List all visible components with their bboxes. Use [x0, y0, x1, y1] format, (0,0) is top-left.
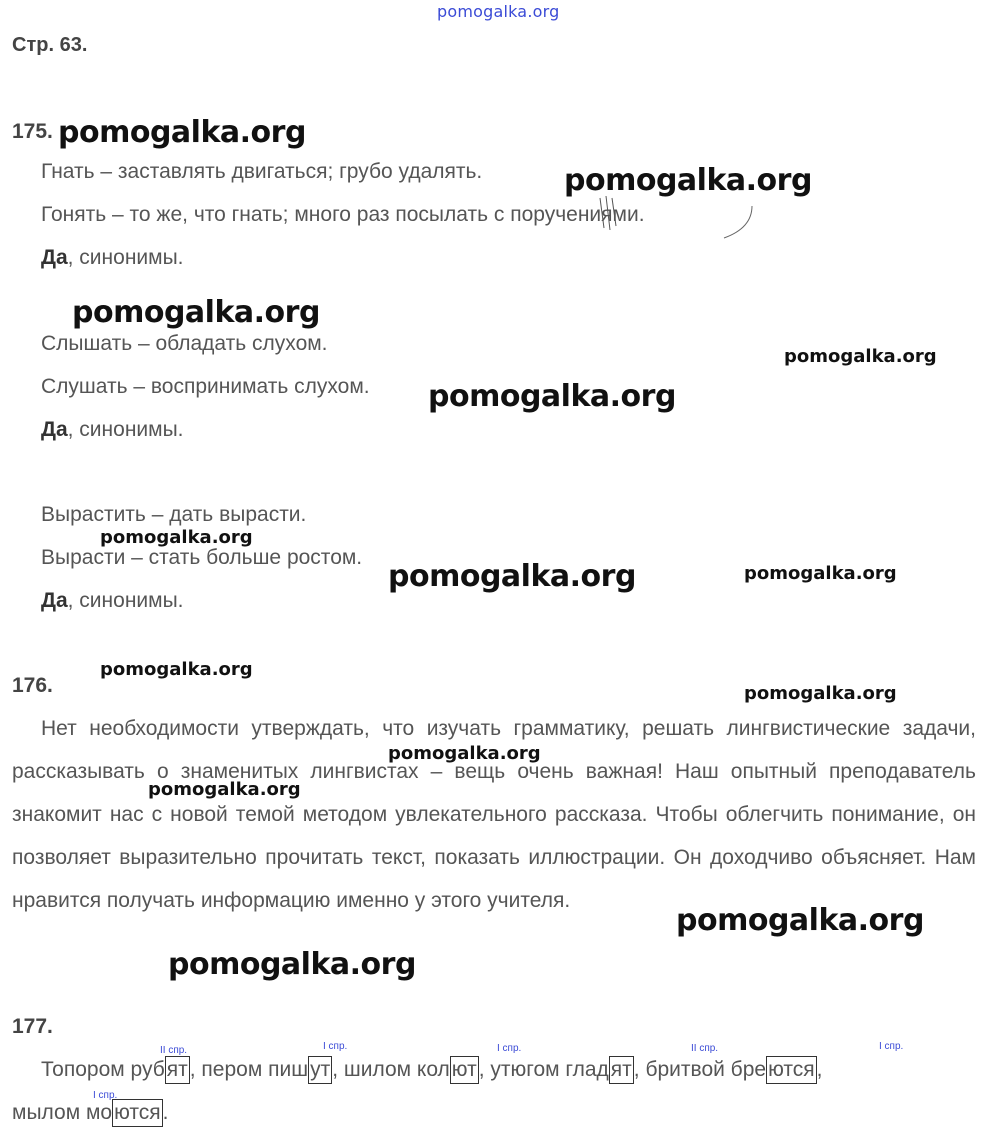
watermark: pomogalka.org	[148, 779, 301, 800]
sentence-part: , бритвой бре	[633, 1058, 767, 1081]
sentence-part: , шилом кол	[332, 1058, 450, 1081]
answer-yes: Да	[41, 418, 68, 441]
sentence-part: .	[162, 1101, 169, 1124]
answer-line	[41, 589, 184, 613]
site-link-top[interactable]: pomogalka.org	[437, 2, 560, 21]
watermark: pomogalka.org	[564, 163, 812, 198]
watermark: pomogalka.org	[388, 743, 541, 764]
ending-box: ят	[609, 1056, 634, 1084]
sentence-part: ,	[816, 1058, 823, 1081]
watermark: pomogalka.org	[744, 683, 897, 704]
watermark: pomogalka.org	[72, 295, 320, 330]
definition-line: Гнать – заставлять двигаться; грубо удалять.	[41, 160, 483, 183]
exercise-177-number: 177.	[12, 1015, 53, 1038]
exercise-175-number: 175.	[12, 120, 53, 143]
conjugation-label: II спр.	[160, 1045, 188, 1056]
definition-line: Слышать – обладать слухом.	[41, 332, 328, 355]
sentence-part: мылом мо	[12, 1101, 113, 1124]
watermark: pomogalka.org	[744, 563, 897, 584]
page-title: Стр. 63.	[12, 34, 88, 56]
definition-line: Гонять – то же, что гнать; много раз посылать с поручениями.	[41, 203, 645, 226]
conjugation-label: I спр.	[323, 1041, 348, 1052]
watermark: pomogalka.org	[168, 947, 416, 982]
watermark: pomogalka.org	[58, 115, 306, 150]
conjugation-label: I спр.	[879, 1041, 904, 1052]
answer-yes: Да	[41, 589, 68, 612]
conjugation-label: II спр.	[691, 1043, 719, 1054]
answer-yes: Да	[41, 246, 68, 269]
sentence-part: , утюгом глад	[478, 1058, 609, 1081]
watermark: pomogalka.org	[388, 559, 636, 594]
exercise-177-line-2	[12, 1099, 168, 1127]
exercise-176-paragraph: Нет необходимости утверждать, что изучать грамматику, решать лингвистические задачи, рассказывать о знаменитых лингвистах – вещь очень важная! Наш опытный преподаватель знакомит нас с новой темой методом увлекательного рассказа. Чтобы облегчить понимание, он позволяет выразительно прочитать текст, показать иллюстрации. Он доходчиво объясняет. Нам нравится получать информацию именно у этого учителя.	[12, 717, 976, 912]
answer-rest: , синонимы.	[67, 418, 184, 441]
definition-line: Слушать – воспринимать слухом.	[41, 375, 370, 398]
definition-line: Вырасти – стать больше ростом.	[41, 546, 363, 569]
conjugation-label: I спр.	[497, 1043, 522, 1054]
answer-rest: , синонимы.	[67, 246, 184, 269]
ending-box: ут	[308, 1056, 332, 1084]
watermark: pomogalka.org	[100, 659, 253, 680]
watermark: pomogalka.org	[676, 903, 924, 938]
ending-box: ят	[165, 1056, 190, 1084]
answer-line	[41, 418, 184, 442]
ending-box: ются	[766, 1056, 817, 1084]
watermark: pomogalka.org	[784, 346, 937, 367]
ending-box: ют	[450, 1056, 479, 1084]
ending-box: ются	[112, 1099, 163, 1127]
watermark: pomogalka.org	[100, 527, 253, 548]
conjugation-label: I спр.	[93, 1090, 118, 1101]
watermark: pomogalka.org	[428, 379, 676, 414]
answer-rest: , синонимы.	[67, 589, 184, 612]
exercise-176-number: 176.	[12, 674, 53, 697]
definition-line: Вырастить – дать вырасти.	[41, 503, 307, 526]
sentence-part: Топором руб	[41, 1058, 165, 1081]
answer-line	[41, 246, 184, 270]
exercise-177-line-1	[41, 1056, 822, 1084]
sentence-part: , пером пиш	[189, 1058, 309, 1081]
